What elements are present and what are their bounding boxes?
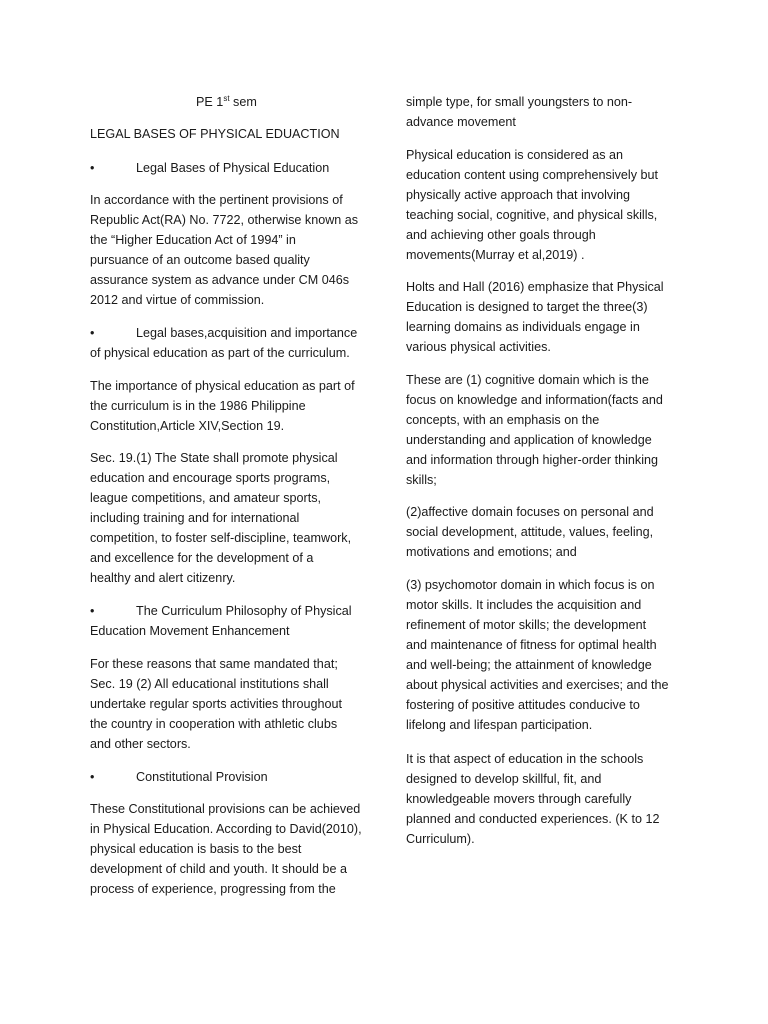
bullet-item-legal-bases — [90, 158, 372, 178]
text-line: For these reasons that same mandated that; — [90, 657, 338, 671]
text-line: the country in cooperation with athletic clubs — [90, 717, 338, 731]
text-line: simple type, for small youngsters to non- — [406, 95, 633, 109]
text-line: pursuance of an outcome based quality — [90, 253, 310, 267]
text-line: In accordance with the pertinent provisions of — [90, 193, 343, 207]
title-main: PE 1 — [196, 95, 224, 109]
text-line: and excellence for the development of a — [90, 551, 314, 565]
text-line: healthy and alert citizenry. — [90, 571, 236, 585]
text-line: physical education is basis to the best — [90, 842, 302, 856]
text-line: and other sectors. — [90, 737, 191, 751]
paragraph-psychomotor-domain — [406, 575, 674, 735]
text-line: Education is designed to target the three(3) — [406, 300, 648, 314]
text-line: league competitions, and amateur sports, — [90, 491, 322, 505]
paragraph-pe-definition — [406, 145, 674, 265]
text-line: Sec. 19.(1) The State shall promote physical — [90, 451, 338, 465]
bullet-marker: • — [90, 326, 95, 340]
text-line: fostering of positive attitudes conducive to — [406, 698, 640, 712]
text-line: the curriculum is in the 1986 Philippine — [90, 399, 306, 413]
text-line: It is that aspect of education in the schools — [406, 752, 644, 766]
text-line: assurance system as advance under CM 046s — [90, 273, 350, 287]
bullet-text: Legal bases,acquisition and importance — [136, 326, 358, 340]
paragraph-k-to-12 — [406, 749, 674, 849]
text-line: The importance of physical education as part of — [90, 379, 355, 393]
paragraph-holts-hall — [406, 277, 674, 357]
text-line: lifelong and lifespan participation. — [406, 718, 593, 732]
text-line: Sec. 19 (2) All educational institutions shall — [90, 677, 329, 691]
title-superscript: st — [223, 94, 230, 103]
text-line: Physical education is considered as an — [406, 148, 624, 162]
section-heading — [90, 124, 372, 144]
text-line: Curriculum). — [406, 832, 475, 846]
bullet-item-curriculum-philosophy — [90, 601, 372, 641]
text-line: Constitution,Article XIV,Section 19. — [90, 419, 285, 433]
text-line: learning domains as individuals engage in — [406, 320, 640, 334]
text-line: education and encourage sports programs, — [90, 471, 331, 485]
title-rest: sem — [229, 95, 257, 109]
bullet-continuation: Education Movement Enhancement — [90, 624, 290, 638]
heading-text: LEGAL BASES OF PHYSICAL EDUACTION — [90, 127, 340, 141]
text-line: (2)affective domain focuses on personal and — [406, 505, 654, 519]
text-line: process of experience, progressing from the — [90, 882, 336, 896]
text-line: These are (1) cognitive domain which is the — [406, 373, 649, 387]
text-line: in Physical Education. According to David(2010), — [90, 822, 362, 836]
text-line: refinement of motor skills; the development — [406, 618, 647, 632]
text-line: undertake regular sports activities throughout — [90, 697, 343, 711]
text-line: social development, attitude, values, feeling, — [406, 525, 654, 539]
text-line: knowledgeable movers through carefully — [406, 792, 632, 806]
text-line: motor skills. It includes the acquisition and — [406, 598, 642, 612]
text-line: (3) psychomotor domain in which focus is on — [406, 578, 655, 592]
text-line: focus on knowledge and information(facts and — [406, 393, 663, 407]
text-line: 2012 and virtue of commission. — [90, 293, 265, 307]
text-line: and maintenance of fitness for optimal health — [406, 638, 657, 652]
bullet-text: The Curriculum Philosophy of Physical — [136, 604, 352, 618]
bullet-marker: • — [90, 161, 95, 175]
text-line: Republic Act(RA) No. 7722, otherwise known as — [90, 213, 359, 227]
text-line: teaching social, cognitive, and physical skills, — [406, 208, 658, 222]
text-line: education content using comprehensively but — [406, 168, 659, 182]
paragraph-continuation — [406, 92, 674, 132]
text-line: including training and for international — [90, 511, 300, 525]
bullet-marker: • — [90, 604, 95, 618]
paragraph-section-19-2 — [90, 654, 372, 754]
text-line: development of child and youth. It should be a — [90, 862, 347, 876]
text-line: physically active approach that involving — [406, 188, 631, 202]
paragraph-constitutional-provisions — [90, 799, 372, 899]
paragraph-ra-7722 — [90, 190, 372, 310]
text-line: competition, to foster self-discipline, teamwork, — [90, 531, 352, 545]
bullet-item-constitutional-provision — [90, 767, 372, 787]
text-line: and achieving other goals through — [406, 228, 596, 242]
paragraph-cognitive-domain — [406, 370, 674, 490]
paragraph-affective-domain — [406, 502, 674, 562]
text-line: concepts, with an emphasis on the — [406, 413, 600, 427]
paragraph-importance — [90, 376, 372, 436]
text-line: Holts and Hall (2016) emphasize that Physical — [406, 280, 664, 294]
bullet-item-acquisition — [90, 323, 372, 363]
text-line: the “Higher Education Act of 1994” in — [90, 233, 296, 247]
text-line: various physical activities. — [406, 340, 551, 354]
bullet-marker: • — [90, 770, 95, 784]
text-line: designed to develop skillful, fit, and — [406, 772, 602, 786]
text-line: planned and conducted experiences. (K to 12 — [406, 812, 660, 826]
text-line: motivations and emotions; and — [406, 545, 577, 559]
text-line: understanding and application of knowledge — [406, 433, 652, 447]
text-line: These Constitutional provisions can be achieved — [90, 802, 361, 816]
text-line: and well-being; the attainment of knowledge — [406, 658, 652, 672]
text-line: and information through higher-order thinking — [406, 453, 659, 467]
bullet-text: Constitutional Provision — [136, 770, 268, 784]
text-line: skills; — [406, 473, 437, 487]
paragraph-section-19-1 — [90, 448, 372, 588]
bullet-text: Legal Bases of Physical Education — [136, 161, 330, 175]
bullet-continuation: of physical education as part of the curriculum. — [90, 346, 350, 360]
text-line: advance movement — [406, 115, 516, 129]
text-line: about physical activities and exercises; and the — [406, 678, 669, 692]
text-line: movements(Murray et al,2019) . — [406, 248, 585, 262]
